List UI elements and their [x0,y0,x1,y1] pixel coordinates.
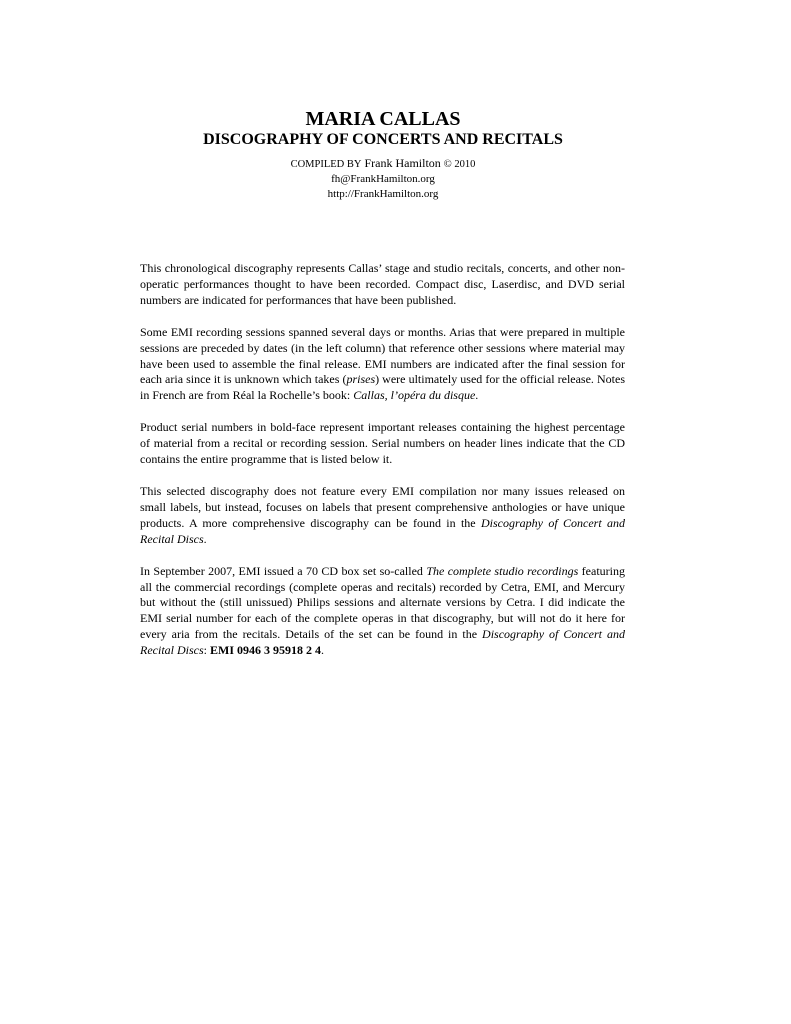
discography-reference: Discography of Concert and Recital Discs [140,515,625,546]
contact-email: fh@FrankHamilton.org [331,173,435,185]
paragraph-sessions [140,325,625,405]
paragraph-box-set [140,564,625,659]
paragraph-sessions-text-a: Some EMI recording sessions spanned several days or months. Arias that were prepared in multiple sessions are preceded by dates (in the left column) that reference other sessions where material may have been used to assemble the final release. EMI numbers are indicated after the final session for each aria since it is unknown which takes ( [140,324,625,387]
paragraph-selection-text-a: This selected discography does not feature every EMI compilation nor many issues released on small labels, but instead, focuses on labels that present comprehensive anthologies or have unique products. A more comprehensive discography can be found in the [140,483,625,530]
emi-serial-number: EMI 0946 3 95918 2 4 [210,643,321,658]
paragraph-serials-text: Product serial numbers in bold-face represent important releases containing the highest percentage of material from a recital or recording session. Serial numbers on header lines indicate that the CD contains the entire programme that is listed below it. [140,420,625,467]
document-title: MARIA CALLAS [305,108,461,130]
paragraph-serials [140,420,625,468]
paragraph-intro [140,261,625,309]
paragraph-selection [140,484,625,548]
box-set-title: The complete studio recordings [426,563,579,578]
document-body [140,261,625,675]
compiler-name: Frank Hamilton [364,156,441,170]
paragraph-box-set-text-c: : [203,643,210,658]
contact-url: http://FrankHamilton.org [327,188,439,200]
compiled-by-line [0,156,766,172]
paragraph-box-set-text-d: . [321,643,324,658]
discography-reference-2: Discography of Concert and Recital Discs [140,627,625,658]
document-header [0,108,766,202]
paragraph-intro-text: This chronological discography represents Callas’ stage and studio recitals, concerts, and other non-operatic performances thought to have been recorded. Compact disc, Laserdisc, and DVD serial numbers are indicated for performances that have been published. [140,261,625,307]
copyright-year: © 2010 [443,159,476,170]
prises-term: prises [346,372,376,387]
paragraph-box-set-text-b: featuring all the commercial recordings (complete operas and recitals) recorded by Cetra, EMI, and Mercury but without the (still unissued) Philips sessions and alternate versions by Cetra. I did indicate the EMI serial number for each of the complete operas in that discography, but will not do it here for every aria from the recitals. Details of the set can be found in the [140,563,625,642]
paragraph-selection-text-b: . [203,531,207,546]
paragraph-box-set-text-a: In September 2007, EMI issued a 70 CD box set so-called [140,563,427,578]
book-title: Callas, l’opéra du disque [353,388,476,403]
paragraph-sessions-text-c: . [475,388,479,403]
paragraph-sessions-text-b: ) were ultimately used for the official release. Notes in French are from Réal la Rochelle’s book: [140,372,625,403]
document-subtitle: DISCOGRAPHY OF CONCERTS AND RECITALS [203,131,563,148]
compiled-label: COMPILED BY [290,159,362,170]
